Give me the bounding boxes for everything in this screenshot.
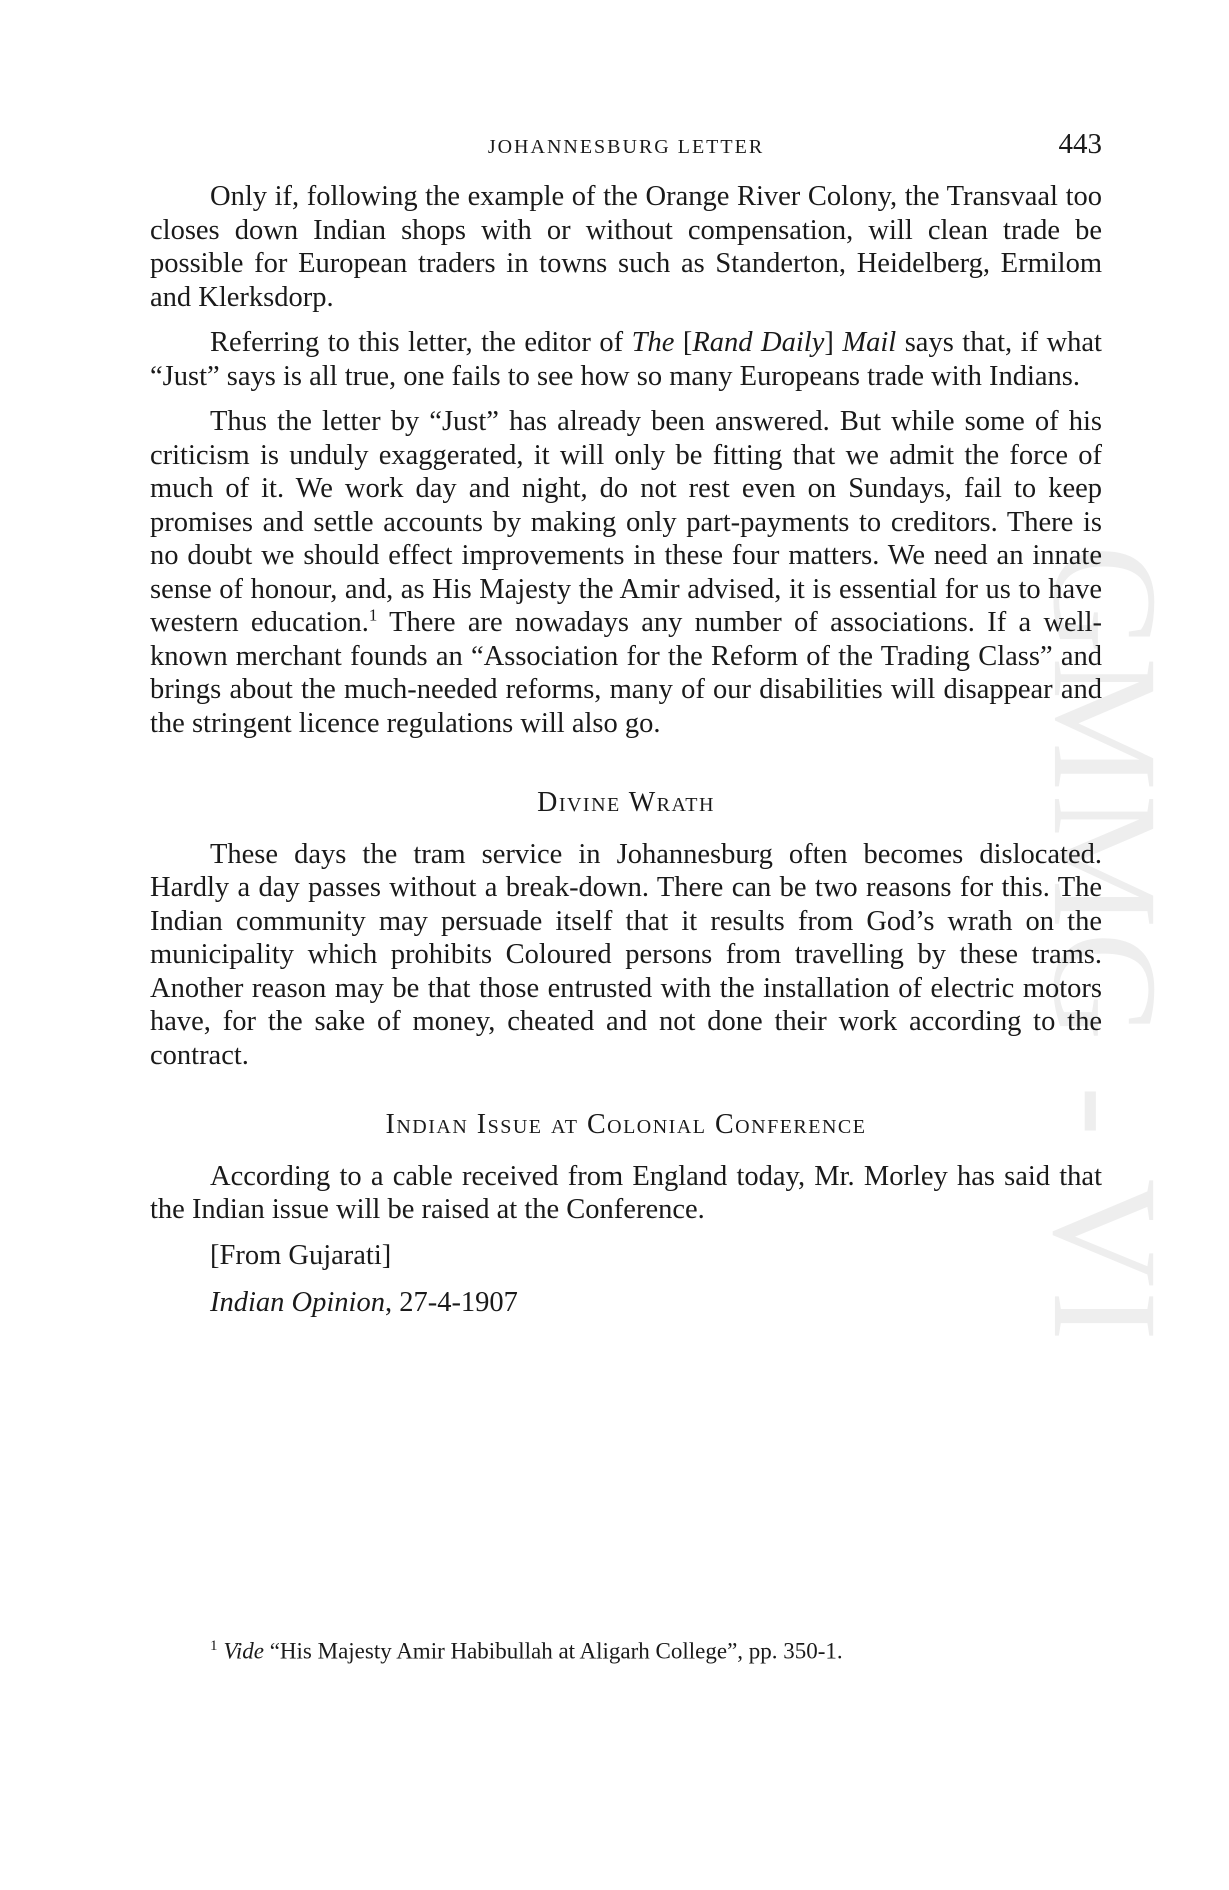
footnote-text: “His Majesty Amir Habibullah at Aligarh College”, pp. 350-1. <box>263 1638 843 1664</box>
watermark-text: GMMG - VI <box>1022 545 1189 1345</box>
source-note: [From Gujarati] <box>210 1239 392 1271</box>
paragraph-3-text: Thus the letter by “Just” has already been answered. But while some of his criticism is unduly exaggerated, it will only be fitting that we admit the force of much of it. We work day and night, do not rest even on Sundays, fail to keep promises and settle accounts by making only part-payments to creditors. There is no doubt we should effect improvements in these four matters. We need an innate sense of honour, and, as His Majesty the Amir advised, it is essential for us to have western education. <box>150 406 1102 638</box>
citation-date: , 27-4-1907 <box>384 1287 518 1318</box>
newspaper-name-the: The <box>631 327 675 358</box>
bracket-open: [ <box>674 327 693 358</box>
newspaper-name-mail: Mail <box>842 327 897 358</box>
running-title: JOHANNESBURG LETTER <box>487 136 765 158</box>
paragraph-1: Only if, following the example of the Orange River Colony, the Transvaal too closes down Indian shops with or without compensation, will clean trade be possible for European traders in towns such as Standerton, Heidelberg, Ermilom and Klerksdorp. <box>150 181 1102 313</box>
body-text <box>150 180 1102 1332</box>
citation <box>150 1286 1102 1320</box>
citation-publication: Indian Opinion <box>210 1287 385 1318</box>
footnote-vide: Vide <box>223 1638 264 1664</box>
paragraph-3-text-end: There are nowadays any number of associations. If a well-known merchant founds an “Association for the Reform of the Trading Class” and brings about the much-needed reforms, many of our disabilities will disappear and the stringent licence regulations will also go. <box>150 607 1102 739</box>
section-heading-indian-issue: Indian Issue at Colonial Conference <box>385 1109 867 1140</box>
footnote-reference[interactable]: 1 <box>368 605 378 625</box>
section-heading-divine-wrath: Divine Wrath <box>537 787 715 818</box>
footnote <box>210 1632 843 1666</box>
newspaper-name-rand-daily: Rand Daily <box>692 327 825 358</box>
running-header <box>150 128 1102 168</box>
paragraph-4: These days the tram service in Johannesburg often becomes dislocated. Hardly a day passes without a break-down. There can be two reasons for this. The Indian community may persuade itself that it results from God’s wrath on the municipality which prohibits Coloured persons from travelling by these trams. Another reason may be that those entrusted with the installation of electric motors have, for the sake of money, cheated and not done their work according to the contract. <box>150 838 1102 1071</box>
footnote-number: 1 <box>210 1638 218 1654</box>
paragraph-5: According to a cable received from England today, Mr. Morley has said that the Indian issue will be raised at the Conference. <box>150 1160 1102 1225</box>
paragraph-2-text-end: says that, if what “Just” says is all true, one fails to see how so many Europeans trade with Indians. <box>150 327 1102 392</box>
paragraph-2-text: Referring to this letter, the editor of <box>210 327 632 358</box>
paragraph-2 <box>150 326 1102 393</box>
paragraph-3 <box>150 405 1102 740</box>
page-number: 443 <box>1058 128 1102 160</box>
bracket-close: ] <box>824 327 843 358</box>
